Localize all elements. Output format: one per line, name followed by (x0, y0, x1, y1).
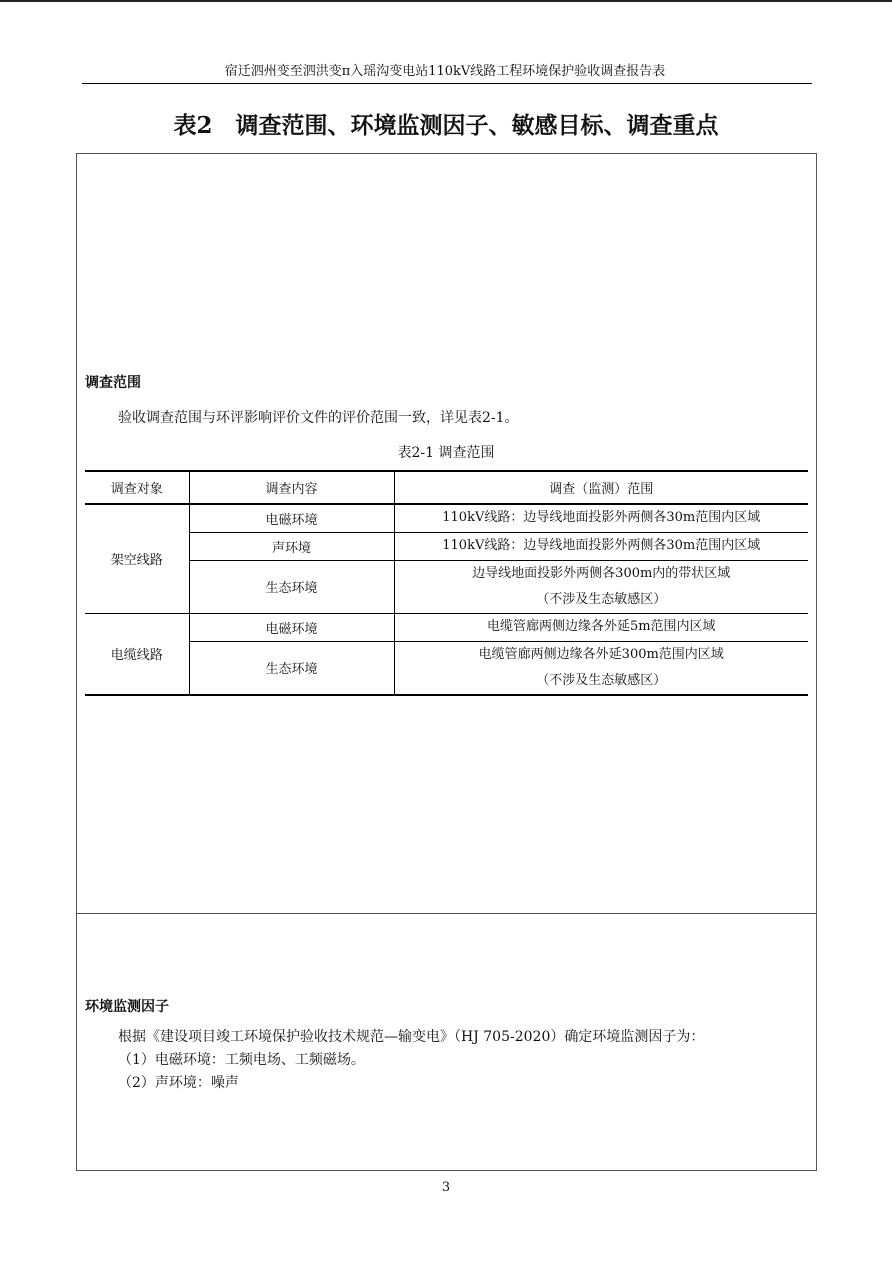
range-cell (394, 560, 808, 613)
range-cell (394, 532, 808, 560)
table-row (85, 504, 808, 532)
table-header-row (85, 471, 808, 504)
content-cell: 电磁环境 (189, 504, 394, 532)
range-cell (394, 613, 808, 641)
table-row (85, 641, 808, 695)
page-number: 3 (441, 1180, 451, 1195)
column-header: 调查对象 (85, 471, 189, 504)
survey-scope-paragraph: 验收调查范围与环评影响评价文件的评价范围一致，详见表2-1。 (118, 410, 519, 426)
content-cell: 声环境 (189, 532, 394, 560)
monitoring-factors-heading: 环境监测因子 (85, 999, 169, 1015)
column-header: 调查内容 (189, 471, 394, 504)
range-line: 110kV线路：边导线地面投影外两侧各30m范围内区域 (442, 510, 761, 526)
content-cell: 电磁环境 (189, 613, 394, 641)
running-header: 宿迁泗州变至泗洪变π入瑶沟变电站110kV线路工程环境保护验收调查报告表 (224, 64, 666, 79)
range-cell (394, 641, 808, 695)
range-line: 电缆管廊两侧边缘各外延300m范围内区域 (478, 646, 724, 662)
document-title: 表2 调查范围、环境监测因子、敏感目标、调查重点 (173, 112, 719, 139)
monitoring-factors-paragraph: 根据《建设项目竣工环境保护验收技术规范—输变电》（HJ 705-2020）确定环境监测因子为： (118, 1029, 705, 1045)
object-cell: 电缆线路 (85, 613, 189, 695)
table-caption: 表2-1 调查范围 (397, 445, 495, 461)
content-cell: 生态环境 (189, 560, 394, 613)
range-line: 110kV线路：边导线地面投影外两侧各30m范围内区域 (442, 538, 761, 553)
factor-list-item: （1）电磁环境：工频电场、工频磁场。 (118, 1052, 365, 1068)
range-line: （不涉及生态敏感区） (536, 591, 667, 607)
range-line: （不涉及生态敏感区） (536, 672, 667, 688)
range-line: 边导线地面投影外两侧各300m内的带状区域 (472, 565, 731, 581)
content-cell: 生态环境 (189, 641, 394, 695)
range-cell (394, 504, 808, 532)
table-row (85, 560, 808, 613)
column-header: 调查（监测）范围 (394, 471, 808, 504)
header-rule (82, 83, 812, 84)
factor-list-item: （2）声环境：噪声 (118, 1075, 239, 1091)
table-row (85, 613, 808, 641)
survey-scope-table (85, 470, 808, 696)
table-row (85, 532, 808, 560)
range-line: 电缆管廊两侧边缘各外延5m范围内区域 (486, 619, 716, 634)
object-cell: 架空线路 (85, 504, 189, 613)
survey-scope-heading: 调查范围 (85, 375, 141, 391)
page-top-border (0, 0, 892, 2)
